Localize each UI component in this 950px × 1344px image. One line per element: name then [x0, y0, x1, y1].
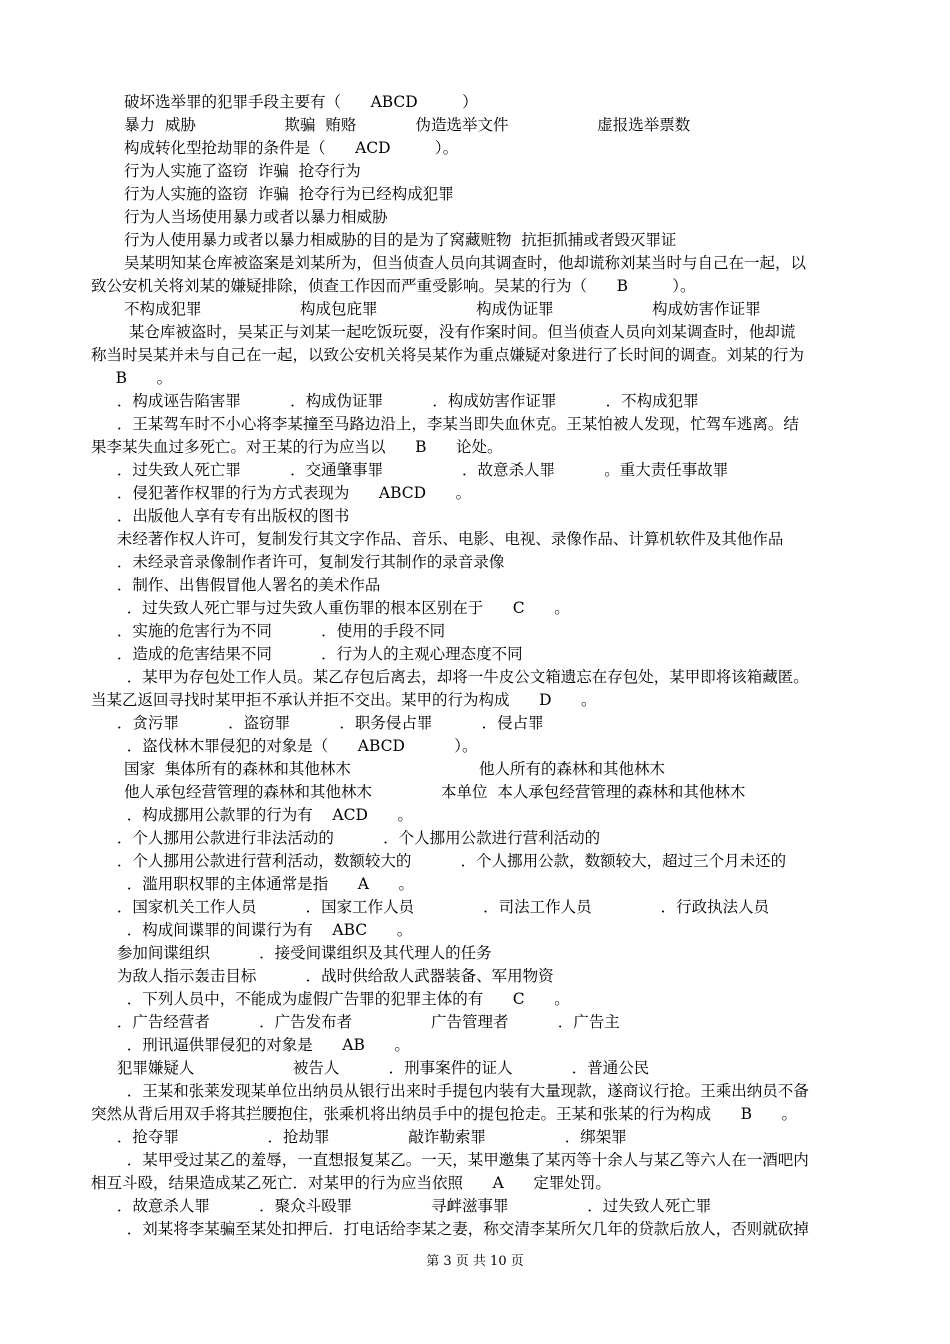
- text-line: 突然从背后用双手将其拦腰抱住，张乘机将出纳员手中的提包抢走。王某和张某的行为构成 B 。: [91, 1105, 798, 1123]
- text-line: ．个人挪用公款进行营利活动，数额较大的 ．个人挪用公款，数额较大，超过三个月未还的: [107, 852, 787, 870]
- text-line: 果李某失血过多死亡。对王某的行为应当以 B 论处。: [91, 438, 503, 456]
- text-line: ．盗伐林木罪侵犯的对象是（ ABCD ）。: [107, 737, 478, 755]
- text-line: ．某甲为存包处工作人员。某乙存包后离去，却将一牛皮公文箱遗忘在存包处，某甲即将该箱藏匿。: [107, 668, 809, 686]
- text-line: 致公安机关将刘某的嫌疑排除，侦查工作因而严重受影响。吴某的行为（ B ）。: [91, 277, 696, 295]
- text-line: 构成转化型抢劫罪的条件是（ ACD ）。: [124, 139, 459, 157]
- text-line: 犯罪嫌疑人 被告人 ．刑事案件的证人 ．普通公民: [107, 1059, 650, 1077]
- text-line: ．贪污罪 ．盗窃罪 ．职务侵占罪 ．侵占罪: [107, 714, 544, 732]
- text-line: 参加间谍组织 ．接受间谍组织及其代理人的任务: [107, 944, 492, 962]
- text-line: ．下列人员中，不能成为虚假广告罪的犯罪主体的有 C 。: [107, 990, 570, 1008]
- text-line: 称当时吴某并未与自己在一起，以致公安机关将吴某作为重点嫌疑对象进行了长时间的调查。刘某的行为: [91, 346, 805, 364]
- text-line: ．王某和张莱发现某单位出纳员从银行出来时手提包内装有大量现款，遂商议行抢。王乘出纳员不备: [107, 1082, 809, 1100]
- text-line: ．滥用职权罪的主体通常是指 A 。: [107, 875, 415, 893]
- text-line: 暴力 威胁 欺骗 贿赂 伪造选举文件 虚报选举票数: [124, 116, 691, 134]
- text-line: ．抢夺罪 ．抢劫罪 敲诈勒索罪 ．绑架罪: [107, 1128, 627, 1146]
- text-line: ．实施的危害行为不同 ．使用的手段不同: [107, 622, 446, 640]
- text-line: 相互斗殴，结果造成某乙死亡．对某甲的行为应当依照 A 定罪处罚。: [91, 1174, 611, 1192]
- text-line: ．个人挪用公款进行非法活动的 ．个人挪用公款进行营利活动的: [107, 829, 601, 847]
- text-line: ．构成诬告陷害罪 ．构成伪证罪 ．构成妨害作证罪 ．不构成犯罪: [107, 392, 699, 410]
- text-line: 行为人当场使用暴力或者以暴力相威胁: [124, 208, 388, 226]
- page-footer: 第 3 页 共 10 页: [426, 1254, 524, 1269]
- text-line: ．故意杀人罪 ．聚众斗殴罪 寻衅滋事罪 ．过失致人死亡罪: [107, 1197, 712, 1215]
- text-line: 某仓库被盗时，吴某正与刘某一起吃饭玩耍，没有作案时间。但当侦查人员向刘某调查时，他却谎: [124, 323, 796, 341]
- text-line: ．王某驾车时不小心将李某撞至马路边沿上，李某当即失血休克。王某怕被人发现，忙驾车逃离。结: [107, 415, 799, 433]
- text-line: ．制作、出售假冒他人署名的美术作品: [107, 576, 381, 594]
- text-line: ．出版他人享有专有出版权的图书: [107, 507, 350, 525]
- text-line: ．某甲受过某乙的羞辱，一直想报复某乙。一天，某甲邀集了某丙等十余人与某乙等六人在一酒吧内: [107, 1151, 809, 1169]
- text-line: 为敌人指示轰击目标 ．战时供给敌人武器装备、军用物资: [107, 967, 554, 985]
- text-line: 当某乙返回寻找时某甲拒不承认并拒不交出。某甲的行为构成 D 。: [91, 691, 597, 709]
- text-line: ．侵犯著作权罪的行为方式表现为 ABCD 。: [107, 484, 472, 502]
- text-line: ．国家机关工作人员 ．国家工作人员 ．司法工作人员 ．行政执法人员: [107, 898, 770, 916]
- text-line: ．广告经营者 ．广告发布者 广告管理者 ．广告主: [107, 1013, 620, 1031]
- text-line: ．过失致人死亡罪 ．交通肇事罪 ．故意杀人罪 。重大责任事故罪: [107, 461, 729, 479]
- text-line: 行为人使用暴力或者以暴力相威胁的目的是为了窝藏赃物 抗拒抓捕或者毁灭罪证: [124, 231, 677, 249]
- text-line: ．未经录音录像制作者许可，复制发行其制作的录音录像: [107, 553, 505, 571]
- text-line: 未经著作权人许可，复制发行其文字作品、音乐、电影、电视、录像作品、计算机软件及其他作品: [107, 530, 784, 548]
- text-line: 不构成犯罪 构成包庇罪 构成伪证罪 构成妨害作证罪: [124, 300, 761, 318]
- text-line: 行为人实施的盗窃 诈骗 抢夺行为已经构成犯罪: [124, 185, 454, 203]
- text-line: B 。: [91, 369, 173, 387]
- text-line: 行为人实施了盗窃 诈骗 抢夺行为: [124, 162, 361, 180]
- text-line: ．造成的危害结果不同 ．行为人的主观心理态度不同: [107, 645, 523, 663]
- text-line: 他人承包经营管理的森林和其他林木 本单位 本人承包经营管理的森林和其他林木: [124, 783, 746, 801]
- text-line: ．构成间谍罪的间谍行为有 ABC 。: [107, 921, 413, 939]
- text-line: ．刘某将李某骗至某处扣押后．打电话给李某之妻，称交清李某所欠几年的贷款后放人，否则就砍掉: [107, 1220, 809, 1238]
- text-line: ．刑讯逼供罪侵犯的对象是 AB 。: [107, 1036, 410, 1054]
- text-line: ．过失致人死亡罪与过失致人重伤罪的根本区别在于 C 。: [107, 599, 570, 617]
- text-line: 破坏选举罪的犯罪手段主要有（ ABCD ）: [124, 93, 478, 111]
- text-line: 国家 集体所有的森林和其他林木 他人所有的森林和其他林木: [124, 760, 665, 778]
- text-line: 吴某明知某仓库被盗案是刘某所为，但当侦查人员向其调查时，他却谎称刘某当时与自己在一起，以: [124, 254, 807, 272]
- text-line: ．构成挪用公款罪的行为有 ACD 。: [107, 806, 413, 824]
